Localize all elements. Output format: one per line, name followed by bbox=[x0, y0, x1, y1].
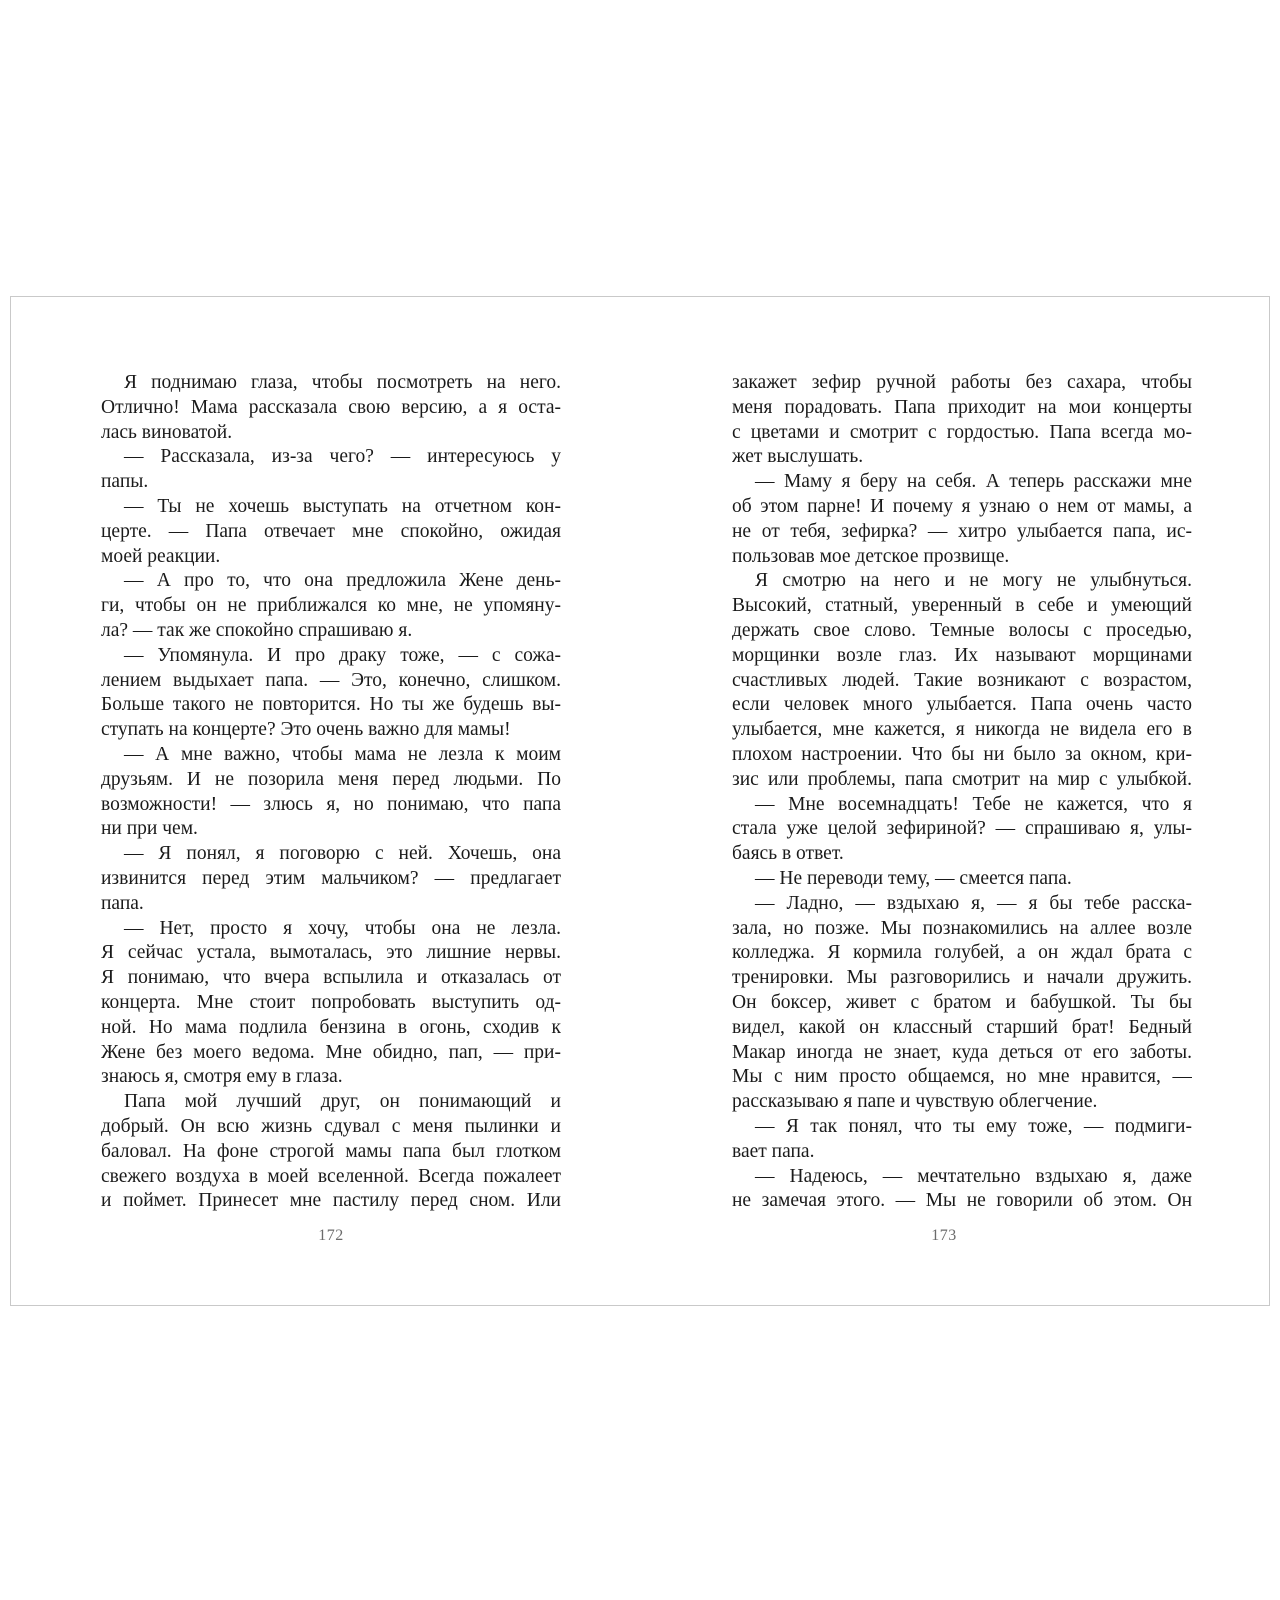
text-line: Мы с ним просто общаемся, но мне нравится, — bbox=[732, 1066, 1192, 1088]
text-line: ни при чем. bbox=[101, 818, 198, 840]
text-line: видел, какой он классный старший брат! Бедный bbox=[732, 1016, 1192, 1038]
text-line: зала, но позже. Мы познакомились на аллее возле bbox=[732, 917, 1192, 939]
text-line: — Мне восемнадцать! Тебе не кажется, что я bbox=[755, 793, 1192, 815]
text-line: закажет зефир ручной работы без сахара, чтобы bbox=[732, 372, 1192, 393]
text-line: Я сейчас устала, вымоталась, это лишние нервы. bbox=[101, 942, 561, 964]
text-line: плохом настроении. Что бы ни было за окном, кри- bbox=[732, 743, 1192, 765]
text-line: ги, чтобы он не приближался ко мне, не упомяну- bbox=[101, 595, 561, 617]
text-line: — Маму я беру на себя. А теперь расскажи мне bbox=[755, 471, 1192, 493]
text-line: возможности! — злюсь я, но понимаю, что папа bbox=[101, 793, 561, 815]
text-line: лась виноватой. bbox=[101, 421, 233, 443]
right-page-text bbox=[732, 371, 1192, 1214]
text-line: — Рассказала, из-за чего? — интересуюсь у bbox=[124, 446, 561, 468]
text-line: жет выслушать. bbox=[732, 446, 864, 468]
text-line: тренировки. Мы разговорились и начали дружить. bbox=[732, 967, 1192, 989]
text-line: Он боксер, живет с братом и бабушкой. Ты бы bbox=[732, 991, 1192, 1013]
right-page bbox=[641, 297, 1271, 1305]
text-line: стала уже целой зефириной? — спрашиваю я, улы- bbox=[732, 818, 1192, 840]
text-line: папы. bbox=[101, 471, 149, 493]
text-line: зис или проблемы, папа смотрит на мир с улыбкой. bbox=[732, 768, 1192, 790]
text-line: с цветами и смотрит с гордостью. Папа всегда мо- bbox=[732, 421, 1192, 443]
text-line: баловал. На фоне строгой мамы папа был глотком bbox=[101, 1140, 561, 1162]
text-line: не от тебя, зефирка? — хитро улыбается папа, ис- bbox=[732, 520, 1192, 542]
text-line: моей реакции. bbox=[101, 545, 221, 567]
text-line: пользовав мое детское прозвище. bbox=[732, 545, 1010, 567]
text-line: — Не переводи тему, — смеется папа. bbox=[755, 867, 1072, 889]
text-line: баясь в ответ. bbox=[732, 843, 844, 865]
text-line: папа. bbox=[101, 892, 144, 914]
text-line: добрый. Он всю жизнь сдувал с меня пылинки и bbox=[101, 1115, 561, 1137]
text-line: Папа мой лучший друг, он понимающий и bbox=[124, 1091, 561, 1113]
text-line: вает папа. bbox=[732, 1140, 815, 1162]
page-number-left: 172 bbox=[318, 1227, 344, 1244]
text-line: — Я так понял, что ты ему тоже, — подмиги- bbox=[755, 1115, 1192, 1137]
text-line: — Надеюсь, — мечтательно вздыхаю я, даже bbox=[755, 1165, 1192, 1187]
book-spread bbox=[10, 296, 1270, 1306]
text-line: — Ты не хочешь выступать на отчетном кон- bbox=[124, 495, 561, 517]
text-line: свежего воздуха в моей вселенной. Всегда пожалеет bbox=[101, 1165, 561, 1187]
text-line: ла? — так же спокойно спрашиваю я. bbox=[101, 619, 413, 641]
text-line: ступать на концерте? Это очень важно для мамы! bbox=[101, 719, 511, 741]
text-line: концерта. Мне стоит попробовать выступить од- bbox=[101, 991, 561, 1013]
text-line: извинится перед этим мальчиком? — предлагает bbox=[101, 867, 561, 889]
text-line: — Нет, просто я хочу, чтобы она не лезла. bbox=[124, 917, 561, 939]
text-line: церте. — Папа отвечает мне спокойно, ожидая bbox=[101, 520, 561, 542]
text-line: об этом парне! И почему я узнаю о нем от мамы, а bbox=[732, 495, 1192, 517]
text-line: — Упомянула. И про драку тоже, — с сожа- bbox=[124, 644, 561, 666]
text-line: Больше такого не повторится. Но ты же будешь вы- bbox=[101, 694, 561, 716]
text-line: держать свое слово. Темные волосы с проседью, bbox=[732, 619, 1192, 641]
text-line: если человек много улыбается. Папа очень часто bbox=[732, 694, 1192, 716]
text-line: и поймет. Принесет мне пастилу перед сном. Или bbox=[101, 1190, 561, 1212]
text-line: не замечая этого. — Мы не говорили об этом. Он bbox=[732, 1190, 1192, 1212]
left-page-text bbox=[101, 371, 561, 1214]
left-page bbox=[11, 297, 641, 1305]
text-line: меня порадовать. Папа приходит на мои концерты bbox=[732, 396, 1192, 418]
text-line: — Я понял, я поговорю с ней. Хочешь, она bbox=[124, 843, 561, 865]
text-line: счастливых людей. Такие возникают с возрастом, bbox=[732, 669, 1192, 691]
text-line: колледжа. Я кормила голубей, а он ждал брата с bbox=[732, 942, 1192, 964]
text-line: Макар иногда не знает, куда деться от его заботы. bbox=[732, 1041, 1192, 1063]
text-line: — А про то, что она предложила Жене день- bbox=[124, 570, 561, 592]
text-line: Жене без моего ведома. Мне обидно, пап, — при- bbox=[101, 1041, 561, 1063]
text-line: улыбается, мне кажется, я никогда не видела его в bbox=[732, 719, 1192, 741]
text-line: Отлично! Мама рассказала свою версию, а я оста- bbox=[101, 396, 561, 418]
text-line: Я понимаю, что вчера вспылила и отказалась от bbox=[101, 967, 561, 989]
text-line: — А мне важно, чтобы мама не лезла к моим bbox=[124, 743, 561, 765]
text-line: — Ладно, — вздыхаю я, — я бы тебе расска- bbox=[755, 892, 1192, 914]
text-line: друзьям. И не позорила меня перед людьми. По bbox=[101, 768, 561, 790]
text-line: Я поднимаю глаза, чтобы посмотреть на него. bbox=[124, 372, 561, 393]
text-line: лением выдыхает папа. — Это, конечно, слишком. bbox=[101, 669, 561, 691]
page-number-right: 173 bbox=[931, 1227, 957, 1244]
text-line: морщинки возле глаз. Их называют морщинами bbox=[732, 644, 1192, 666]
text-line: Я смотрю на него и не могу не улыбнуться. bbox=[755, 570, 1192, 592]
text-line: знаюсь я, смотря ему в глаза. bbox=[101, 1066, 343, 1088]
text-line: Высокий, статный, уверенный в себе и умеющий bbox=[732, 595, 1192, 617]
text-line: рассказываю я папе и чувствую облегчение. bbox=[732, 1091, 1098, 1113]
text-line: ной. Но мама подлила бензина в огонь, сходив к bbox=[101, 1016, 561, 1038]
